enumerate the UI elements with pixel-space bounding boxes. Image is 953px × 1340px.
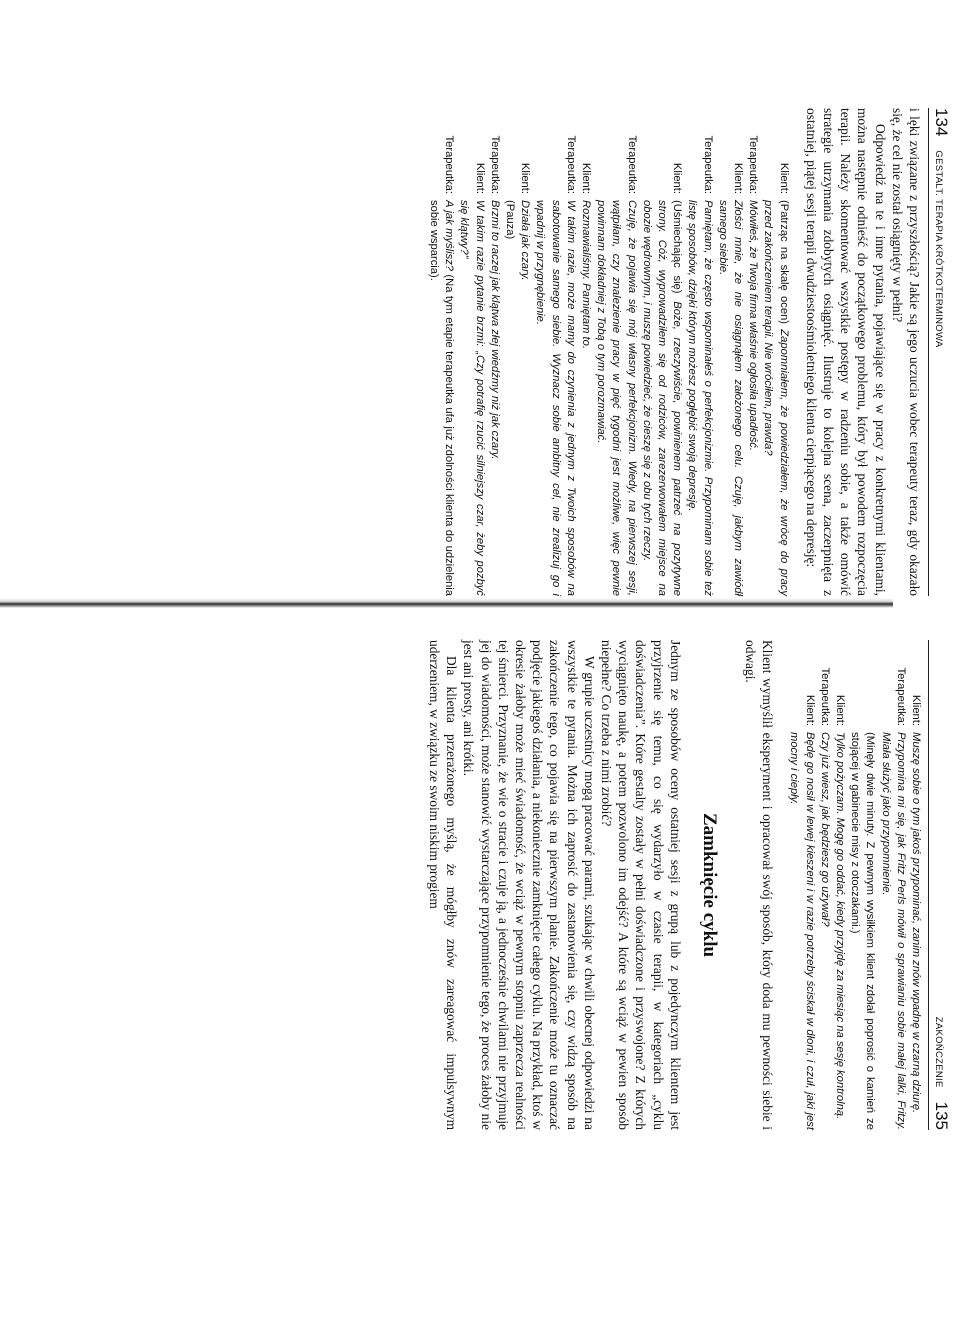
speaker-label: Terapeutka: xyxy=(564,135,577,194)
right-after-dialogue: Klient wymyślił eksperyment i opracował swój sposób, który doda mu pewności siebie i odwagi. xyxy=(742,640,776,1130)
dialogue-text xyxy=(760,200,790,596)
dialogue-text xyxy=(502,200,517,596)
left-body xyxy=(426,108,923,596)
dialogue-text xyxy=(832,732,847,1130)
dialogue-text xyxy=(639,200,685,596)
dialogue-line xyxy=(517,108,532,596)
spoken-text: Tylko pożyczam. Mogę go oddać, kiedy przyjdę za miesiąc na sesję kontrolną. xyxy=(833,732,846,1120)
right-paragraph-1: Jednym ze sposobów oceny ostatniej sesji z grupą lub z pojedynczym klientem jest przyjrzenie się temu, co się wydarzyło w czasie terapii, w kategoriach „cyklu doświadczenia”. Które gestalty zostały w pełni doświadczone i przyswojone? Z których wyciągnięto naukę, a potem pozwolono im odejść? A które są wciąż w pewien sposób niepełne? Co trzeba z nimi zrobić? xyxy=(598,640,683,1130)
dialogue-text xyxy=(847,732,877,1130)
dialogue-text xyxy=(745,200,760,596)
dialogue-line xyxy=(426,108,456,596)
spoken-text: Muszę sobie o tym jakoś przypominać, zanim znów wpadnę w czarną dziurę. xyxy=(910,732,922,1114)
speaker-label xyxy=(847,640,877,732)
dialogue-line xyxy=(578,108,593,596)
dialogue-text xyxy=(715,200,745,596)
dialogue-text xyxy=(487,200,502,596)
right-dialogue xyxy=(786,640,923,1130)
speaker-label: Terapeutka: xyxy=(443,135,456,194)
dialogue-line xyxy=(593,108,639,596)
dialogue-text xyxy=(786,732,816,1130)
left-paragraph-1: i lęki związane z przyszłością? Jakie są jego uczucia wobec terapeuty teraz, gdy okazało się, że cel nie został osiągnięty w pełni? xyxy=(889,108,922,596)
dialogue-text xyxy=(684,200,714,596)
spoken-text: Mówiłeś, że Twoja firma właśnie ogłosiła upadłość. xyxy=(747,200,760,451)
dialogue-line xyxy=(532,108,578,596)
book-spine xyxy=(0,598,893,608)
dialogue-text xyxy=(578,200,593,596)
dialogue-line xyxy=(832,640,847,1130)
dialogue-line xyxy=(745,108,760,596)
dialogue-line xyxy=(684,108,714,596)
left-dialogue xyxy=(426,108,791,596)
speaker-label: Klient: xyxy=(833,694,846,726)
speaker-label: Klient: xyxy=(731,162,744,194)
spoken-text: Pamiętam, że często wspominałeś o perfekcjonizmie. Przypominam sobie też listę sposobów, dzięki którym możesz pogłębić swoją depresję. xyxy=(686,200,714,596)
stage-direction: (Minęły dwie minuty. Z pewnym wysiłkiem klient zdołał poprosić o kamień ze stojącej w gabinecie misy z otoczakami.) xyxy=(849,732,877,1130)
speaker-label: Klient: xyxy=(671,162,684,194)
speaker-label: Klient: xyxy=(910,694,922,726)
stage-direction: (Patrząc na skalę ocen) xyxy=(777,200,790,330)
dialogue-text xyxy=(456,200,486,596)
spoken-text: A jak myślisz? xyxy=(443,200,456,275)
left-title-rule xyxy=(928,108,929,596)
right-page-number: 135 xyxy=(932,1101,951,1130)
left-paragraph-2: Odpowiedź na te i inne pytania, pojawiające się w pracy z konkretnymi klientami, można następnie odnieść do początkowego problemu, który był powodem rozpoczęcia terapii. Należy skomentować wszystkie postępy w radzeniu sobie, a także omówić strategie utrzymania zdobytych osiągnięć. Ilustruje to kolejna scena, zaczerpnięta z ostatniej, piątej sesji terapii dwudziestoośmioletniego klienta cierpiącego na depresję: xyxy=(803,108,888,596)
spoken-text: Rozmawialiśmy. Pamiętam to. xyxy=(579,200,592,349)
spoken-text: Brzmi to raczej jak klątwa złej wiedźmy niż jak czary. xyxy=(488,200,501,460)
right-paragraph-3: Dla klienta przerażonego myślą, że mógłby znów zareagować impulsywnym uderzeniem, w związku ze swoim niskim progiem xyxy=(426,640,460,1130)
speaker-label: Klient: xyxy=(519,162,532,194)
stage-direction: (Uśmiechając się) xyxy=(671,200,684,302)
right-title-rule xyxy=(928,640,929,1130)
speaker-label: Terapeutka: xyxy=(488,135,501,194)
dialogue-text xyxy=(877,732,907,1130)
spoken-text: Będę go nosił w lewej kieszeni i w razie potrzeby ściskał w dłoni, i czuł, jaki jest mocny i ciepły. xyxy=(788,732,816,1130)
dialogue-text xyxy=(426,200,456,596)
spoken-text: Złości mnie, że nie osiągnąłem założonego celu. Czuję, jakbym zawiódł samego siebie. xyxy=(716,200,744,596)
dialogue-line xyxy=(639,108,685,596)
dialogue-line xyxy=(502,108,517,596)
dialogue-line xyxy=(908,640,923,1130)
speaker-label: Klient: xyxy=(473,162,486,194)
dialogue-text xyxy=(517,200,532,596)
spoken-text: Boże, rzeczywiście, powinienem patrzeć na pozytywne strony. Cóż, wyprowadziłem się od rodziców, zarezerwowałem miejsce na obozie wędrownym, i muszę powiedzieć, że cieszę się z obu tych rzeczy. xyxy=(640,200,684,596)
dialogue-line xyxy=(786,640,816,1130)
spoken-text: Czuję, że pojawia się mój własny perfekcjonizm. Wiedy, na pierwszej sesji, wątpiłam, czy znalezienie pracy w pięć tygodni jest możliwe, więc pewnie powinnam dokładniej z Tobą o tym porozmawiać. xyxy=(595,200,638,596)
stage-direction: (Na tym etapie terapeutka ufa już zdolności klienta do udzielenia sobie wsparcia). xyxy=(427,200,456,597)
right-body xyxy=(426,640,923,1130)
speaker-label: Klient: xyxy=(803,694,816,726)
spoken-text: Zapomniałem, że powiedziałem, że wrócę do pracy przed zakończeniem terapii. Nie wróciłem, prawda? xyxy=(762,200,790,596)
spoken-text: Czy już wiesz, jak będziesz go używał? xyxy=(818,732,831,927)
dialogue-line xyxy=(817,640,832,1130)
dialogue-line xyxy=(456,108,486,596)
left-page-number: 134 xyxy=(932,108,951,137)
dialogue-text xyxy=(817,732,832,1130)
spoken-text: Działa jak czary. xyxy=(519,200,532,281)
speaker-label: Terapeutka: xyxy=(625,135,638,194)
left-running-title: GESTALT. TERAPIA KRÓTKOTERMINOWA xyxy=(933,150,944,348)
right-running-title: ZAKOŃCZENIE xyxy=(933,1016,944,1088)
dialogue-text xyxy=(593,200,639,596)
stage-direction: (Pauza) xyxy=(503,200,516,240)
spoken-text: Przypomina mi się, jak Fritz Perls mówił o sprawianiu sobie małej lalki, Fritzy. Miała służyć jako przypomnienie. xyxy=(879,732,907,1130)
dialogue-line xyxy=(715,108,745,596)
dialogue-line xyxy=(487,108,502,596)
dialogue-line xyxy=(877,640,907,1130)
speaker-label: Terapeutka: xyxy=(747,135,760,194)
spoken-text: W takim razie, może mamy do czynienia z jednym z Twoich sposobów na sabotowanie samego siebie. Wyznacz sobie ambitny cel, nie zrealizuj go i wpadnij w przygnębienie. xyxy=(534,200,577,596)
spoken-text: W takim razie pytanie brzmi: „Czy potrafię rzucić silniejszy czar, żeby pozbyć się klątwy?” xyxy=(458,200,486,596)
right-page-content xyxy=(33,640,951,1340)
speaker-label xyxy=(502,108,517,200)
section-title: Zamknięcie cyklu xyxy=(698,812,720,958)
speaker-label: Terapeutka: xyxy=(894,667,907,726)
dialogue-line xyxy=(760,108,790,596)
speaker-label: Terapeutka: xyxy=(701,135,714,194)
left-page-content xyxy=(98,108,951,597)
right-paragraph-2: W grupie uczestnicy mogą pracować parami, szukając w chwili obecnej odpowiedzi na wszystkie te pytania. Można ich zaprosić do zastanowienia się, czy widzą sposób na zakończenie tego, co pojawia się na pierwszym planie. Zakończenie może tu oznaczać podjęcie jakiegoś działania, a niekoniecznie zamknięcie całego cyklu. Na przykład, ktoś w okresie żałoby może mieć świadomość, że wciąż w pewnym stopniu zaprzecza realności tej śmierci. Przyznanie, że wie o stracie i czuje ją, a jednocześnie chwilami nie przyjmuje jej do wiadomości, może stanowić wystarczające przypomnienie tego, że proces żałoby nie jest ani prosty, ani krótki. xyxy=(461,640,597,1130)
speaker-label: Klient: xyxy=(777,162,790,194)
speaker-label: Klient: xyxy=(579,162,592,194)
dialogue-text xyxy=(532,200,578,596)
speaker-label: Terapeutka: xyxy=(818,667,831,726)
dialogue-text xyxy=(908,732,923,1130)
dialogue-line xyxy=(847,640,877,1130)
